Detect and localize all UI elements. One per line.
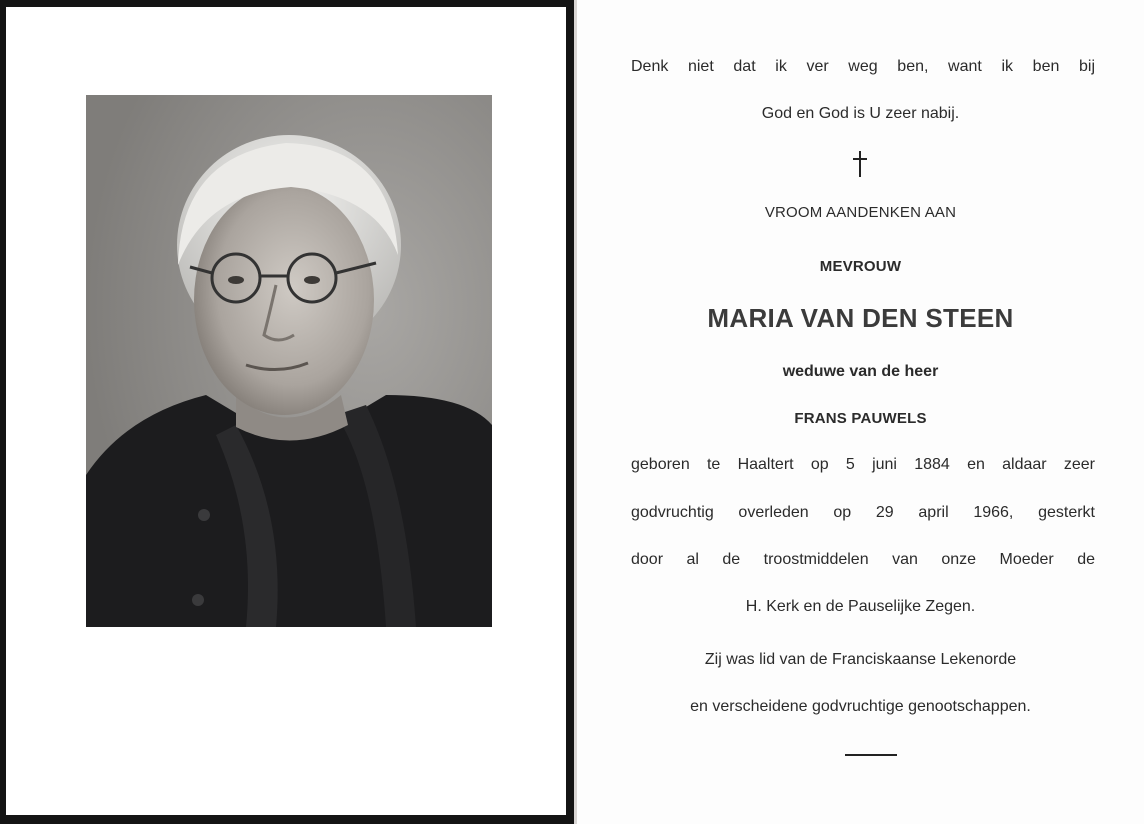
bio-line-2: godvruchtig overleden op 29 april 1966, gesterkt <box>631 504 1095 521</box>
bio-line-3: door al de troostmiddelen van onze Moeder de <box>631 551 1095 568</box>
memorial-heading: VROOM AANDENKEN AAN <box>764 204 957 221</box>
motto-line-2: God en God is U zeer nabij. <box>761 105 960 122</box>
member-line-2: en verscheidene godvruchtige genootschappen. <box>690 698 1031 715</box>
closing-rule <box>845 754 897 756</box>
spouse-name: FRANS PAUWELS <box>794 410 927 427</box>
widow-of-line: weduwe van de heer <box>782 363 939 380</box>
portrait-photo <box>86 95 492 627</box>
memorial-text-card <box>577 0 1144 824</box>
cross-icon <box>852 151 868 177</box>
honorific: MEVROUW <box>819 258 902 275</box>
portrait-illustration <box>86 95 492 627</box>
member-line-1: Zij was lid van de Franciskaanse Lekenorde <box>704 651 1017 668</box>
motto-line-1: Denk niet dat ik ver weg ben, want ik ben bij <box>631 58 1095 75</box>
deceased-name: MARIA VAN DEN STEEN <box>707 303 1014 333</box>
bio-line-1: geboren te Haaltert op 5 juni 1884 en aldaar zeer <box>631 456 1095 473</box>
bio-line-4: H. Kerk en de Pauselijke Zegen. <box>745 598 976 615</box>
